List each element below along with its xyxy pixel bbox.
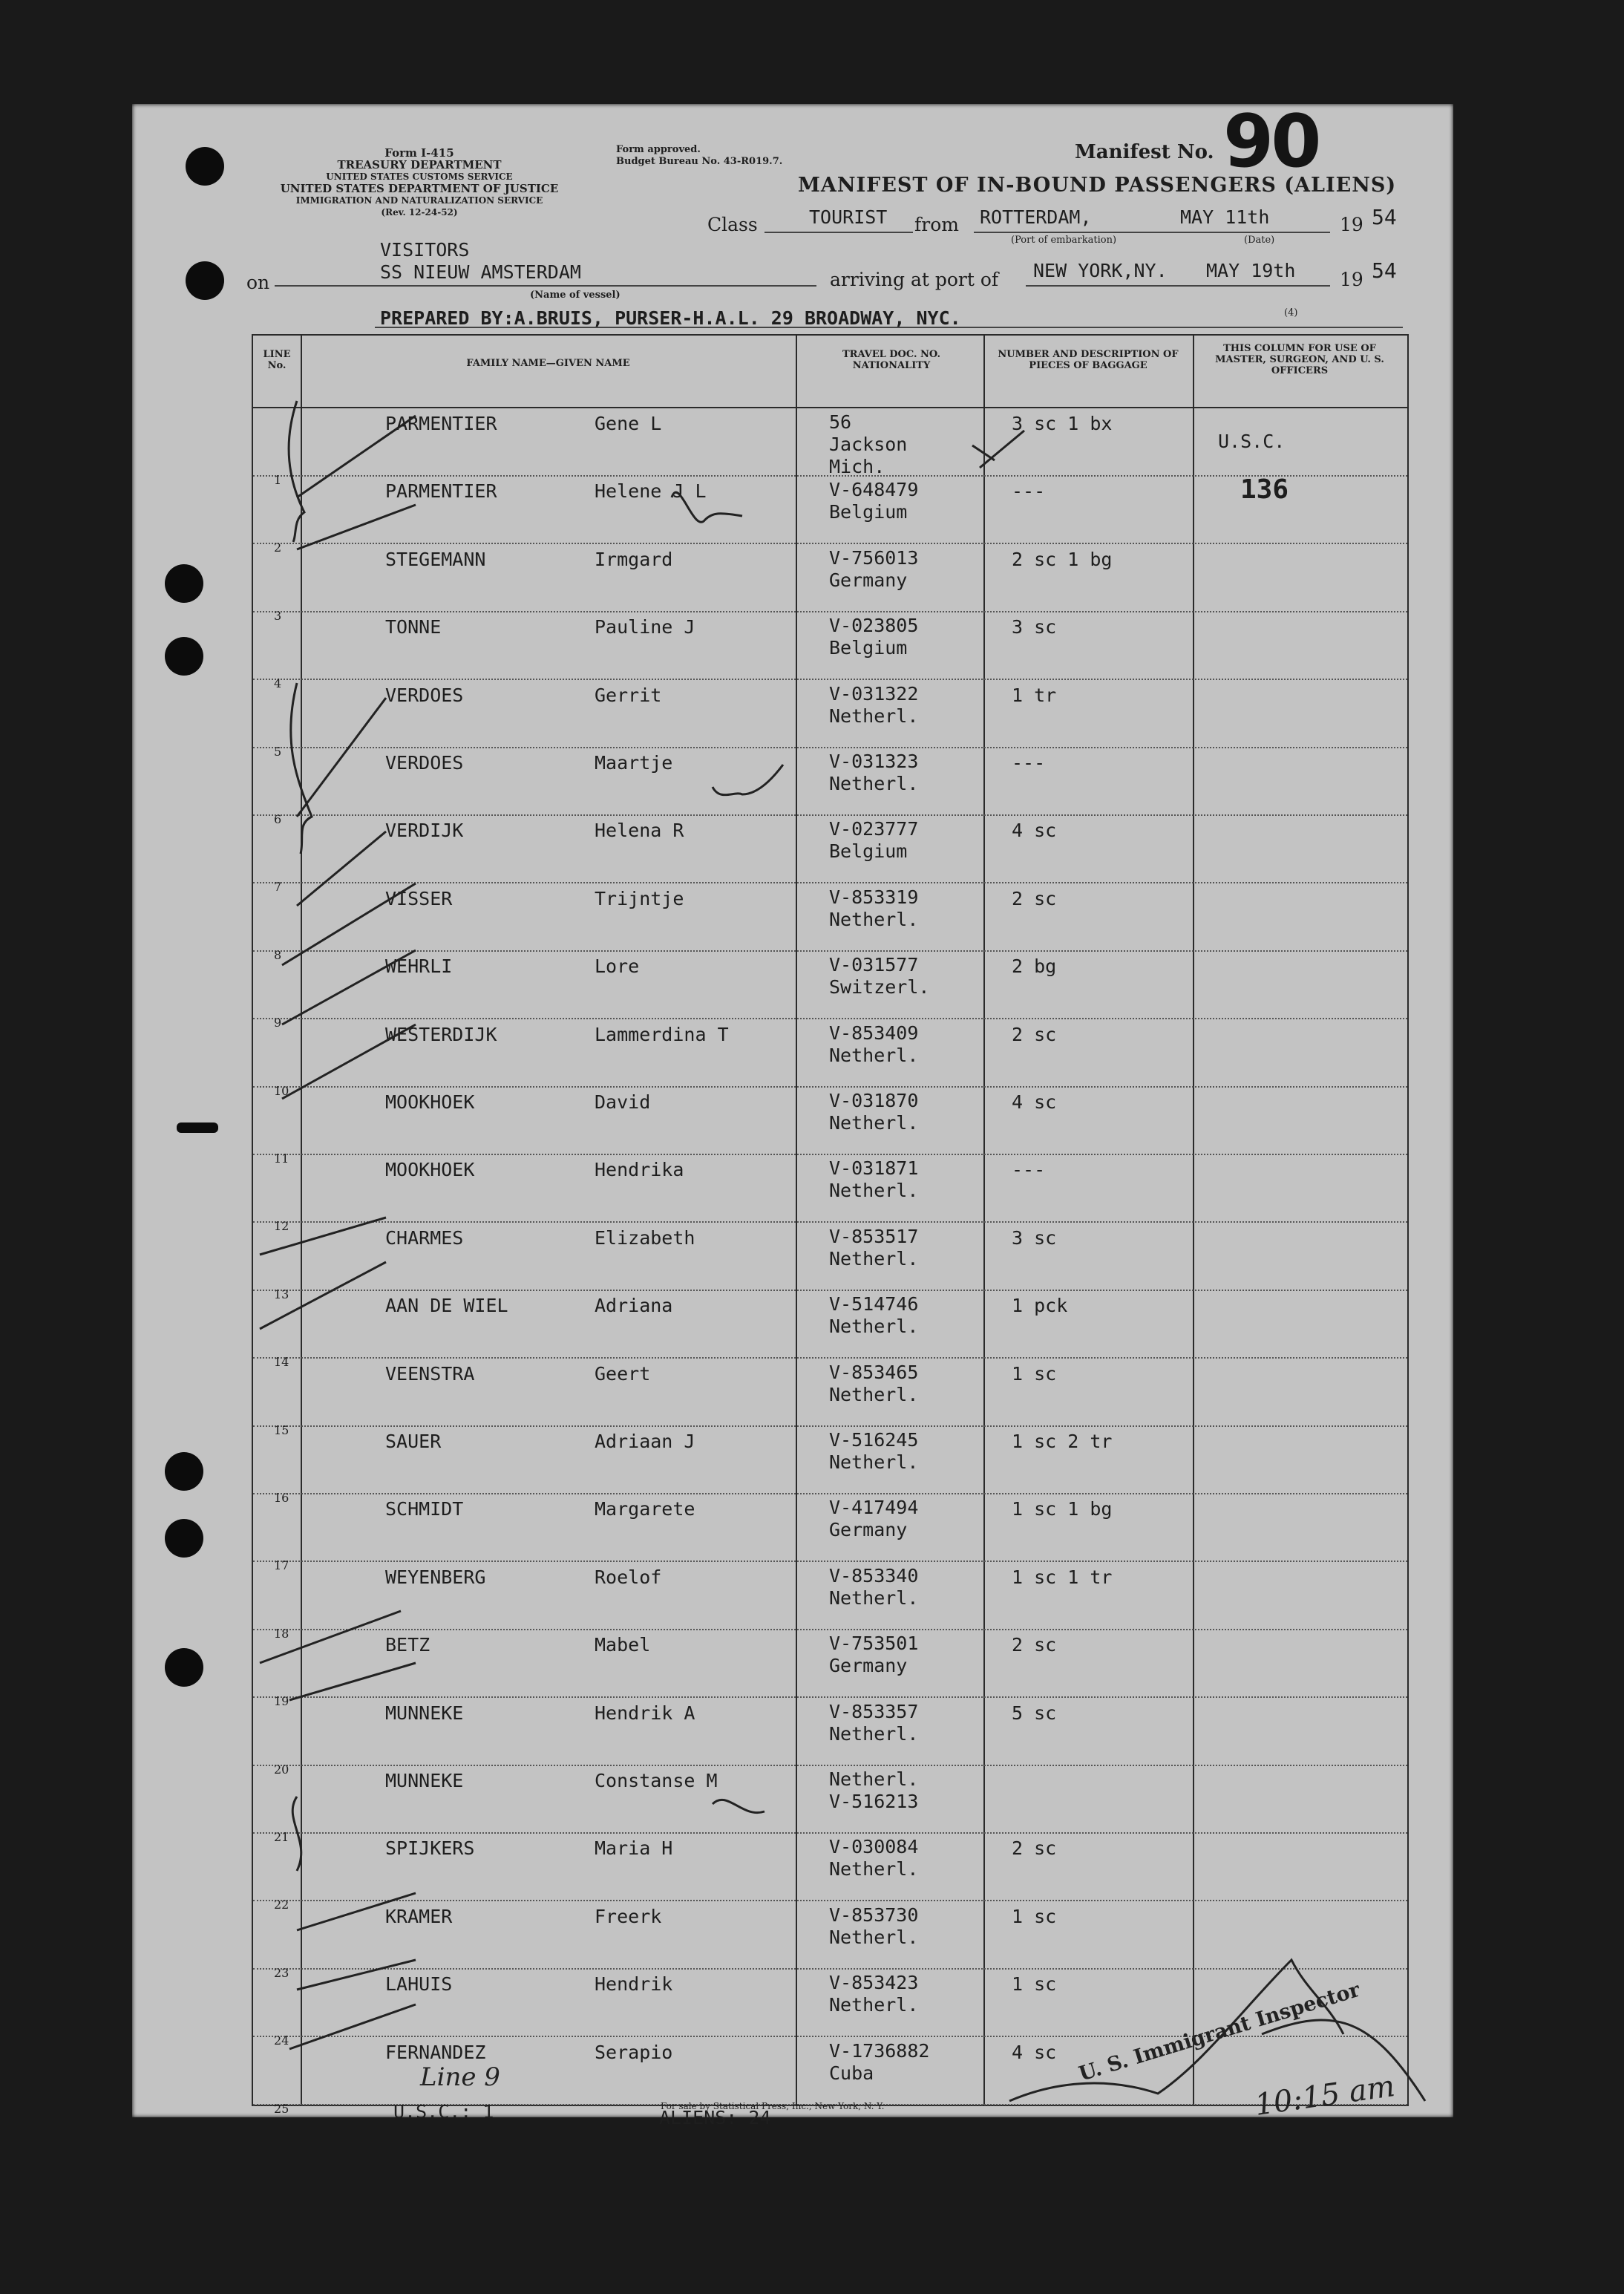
baggage: 5 sc (1012, 1702, 1057, 1724)
travel-doc-line: V-753501 (829, 1633, 919, 1655)
on-label: on (246, 272, 270, 293)
baggage: 4 sc (1012, 1091, 1057, 1113)
travel-doc-line: Germany (829, 1519, 908, 1541)
travel-doc-line: Netherl. (829, 908, 919, 930)
travel-doc-line: Belgium (829, 501, 908, 523)
line-number: 20 (274, 1762, 289, 1777)
header-line: LINE No. (263, 349, 291, 371)
given-name: Margarete (595, 1498, 695, 1520)
baggage: 1 sc 1 bg (1012, 1498, 1113, 1520)
budget-bureau: Budget Bureau No. 43-R019.7. (616, 156, 783, 167)
travel-doc-line: V-853340 (829, 1564, 919, 1586)
given-name: Irmgard (595, 548, 673, 570)
family-name: VEENSTRA (385, 1362, 475, 1385)
line-number: 13 (274, 1287, 289, 1301)
given-name: Adriana (595, 1295, 673, 1317)
justice-dept: UNITED STATES DEPARTMENT OF JUSTICE (280, 182, 559, 195)
baggage: --- (1012, 480, 1046, 503)
travel-doc-line: Netherl. (829, 1994, 919, 2016)
travel-doc-line: Netherl. (829, 1316, 919, 1338)
family-name: SCHMIDT (385, 1498, 464, 1520)
baggage: 2 sc (1012, 1837, 1057, 1860)
travel-doc-line: V-023805 (829, 615, 919, 637)
family-name: AAN DE WIEL (385, 1295, 508, 1317)
travel-doc-line: V-516245 (829, 1429, 919, 1451)
family-name: VERDOES (385, 752, 464, 774)
travel-doc-line: Jackson (829, 434, 908, 455)
travel-doc-line: Cuba (829, 2062, 874, 2084)
travel-doc-line: Germany (829, 1655, 908, 1677)
officer-note: 136 (1240, 474, 1289, 506)
aliens-count: ALIENS: 24 (659, 2107, 771, 2128)
from-port: ROTTERDAM, (980, 206, 1092, 228)
given-name: Hendrik A (595, 1702, 695, 1724)
travel-doc-line: V-853423 (829, 1972, 919, 1994)
travel-doc-line: V-030084 (829, 1836, 919, 1858)
given-name: Serapio (595, 2041, 673, 2063)
travel-doc-line: Netherl. (829, 1768, 919, 1790)
year-prefix-1: 19 (1340, 214, 1363, 235)
form-number: Form I-415 (384, 146, 454, 160)
travel-doc-line: Mich. (829, 456, 885, 477)
line-number: 12 (274, 1219, 289, 1234)
travel-doc-line: Netherl. (829, 1383, 919, 1405)
customs-service: UNITED STATES CUSTOMS SERVICE (326, 171, 513, 182)
header-officers: THIS COLUMN FOR USE OF MASTER, SURGEON, AND U. S. OFFICERS (1215, 343, 1384, 376)
line-number: 10 (274, 1083, 289, 1098)
family-name: VISSER (385, 887, 453, 909)
travel-doc-line: Netherl. (829, 1722, 919, 1745)
travel-doc-line: Netherl. (829, 1451, 919, 1473)
travel-doc-line: Netherl. (829, 1926, 919, 1948)
from-label: from (914, 214, 959, 235)
header-baggage: NUMBER AND DESCRIPTION OF PIECES OF BAGGAGE (998, 349, 1179, 371)
family-name: SPIJKERS (385, 1837, 475, 1860)
travel-doc-line: Belgium (829, 637, 908, 659)
manifest-title: MANIFEST OF IN-BOUND PASSENGERS (ALIENS) (798, 174, 1397, 197)
travel-doc-line: V-853319 (829, 886, 919, 908)
family-name: LAHUIS (385, 1973, 453, 1996)
family-name: STEGEMANN (385, 548, 486, 570)
manifest-label: Manifest No. (1075, 141, 1214, 163)
baggage: 3 sc (1012, 616, 1057, 638)
family-name: FERNANDEZ (385, 2041, 486, 2063)
printer-note: For sale by Statistical Press, Inc., New York, N. Y. (661, 2101, 885, 2111)
baggage: 2 sc 1 bg (1012, 548, 1113, 570)
travel-doc-line: V-031323 (829, 751, 919, 772)
travel-doc-line: V-023777 (829, 818, 919, 840)
family-name: VERDOES (385, 684, 464, 706)
given-name: Helena R (595, 820, 684, 842)
given-name: Maria H (595, 1837, 673, 1860)
travel-doc-line: V-648479 (829, 479, 919, 501)
arrival-port: NEW YORK,NY. (1033, 260, 1168, 281)
travel-doc-line: Switzerl. (829, 976, 930, 999)
family-name: VERDIJK (385, 820, 464, 842)
line-number: 16 (274, 1491, 289, 1505)
form-approved: Form approved. (616, 144, 701, 155)
given-name: Hendrika (595, 1159, 684, 1181)
baggage: --- (1012, 1159, 1046, 1181)
class-label: Class (707, 214, 758, 235)
header-name: FAMILY NAME—GIVEN NAME (466, 358, 630, 369)
family-name: PARMENTIER (385, 413, 497, 434)
officer-note: U.S.C. (1218, 431, 1286, 452)
baggage: 1 sc (1012, 1905, 1057, 1927)
given-name: Pauline J (595, 616, 695, 638)
baggage: 2 sc (1012, 1023, 1057, 1045)
embark-note: (Port of embarkation) (1011, 235, 1117, 246)
line-number: 23 (274, 1965, 289, 1980)
family-name: WEYENBERG (385, 1566, 486, 1588)
baggage: 2 sc (1012, 1634, 1057, 1656)
vessel-note: (Name of vessel) (530, 290, 621, 301)
travel-doc-line: V-853465 (829, 1361, 919, 1383)
family-name: PARMENTIER (385, 480, 497, 503)
travel-doc-line: Netherl. (829, 1044, 919, 1066)
travel-doc-line: Netherl. (829, 705, 919, 727)
baggage: 2 bg (1012, 955, 1057, 978)
travel-doc-line: V-853409 (829, 1022, 919, 1044)
travel-doc-line: V-417494 (829, 1497, 919, 1519)
family-name: MOOKHOEK (385, 1159, 475, 1181)
line-number: 22 (274, 1898, 289, 1912)
travel-doc-line: V-853730 (829, 1904, 919, 1926)
baggage: 1 pck (1012, 1295, 1068, 1317)
travel-doc-line: Netherl. (829, 1586, 919, 1609)
travel-doc-line: Netherl. (829, 1112, 919, 1134)
given-name: Gene L (595, 413, 662, 434)
usc-count: U.S.C.: 1 (393, 2101, 494, 2123)
line-number: 21 (274, 1830, 289, 1844)
line-number: 1 (274, 473, 282, 487)
prepared-by: PREPARED BY:A.BRUIS, PURSER-H.A.L. 29 BROADWAY, NYC. (380, 307, 961, 329)
line-number: 24 (274, 2033, 289, 2048)
travel-doc-line: V-516213 (829, 1791, 919, 1812)
line-number: 25 (274, 2101, 289, 2116)
baggage: 4 sc (1012, 820, 1057, 842)
family-name: SAUER (385, 1431, 442, 1452)
baggage: 1 sc (1012, 1973, 1057, 1996)
line-number: 2 (274, 540, 282, 555)
vessel-name: SS NIEUW AMSTERDAM (380, 261, 581, 283)
given-name: Helene J L (595, 480, 707, 503)
given-name: Freerk (595, 1905, 662, 1927)
travel-doc-line: 56 (829, 411, 852, 433)
given-name: David (595, 1091, 651, 1113)
travel-doc-line: V-031870 (829, 1090, 919, 1111)
travel-doc-line: V-853357 (829, 1700, 919, 1722)
line-number: 8 (274, 947, 282, 962)
line-number: 9 (274, 1016, 282, 1030)
travel-doc-line: Netherl. (829, 1858, 919, 1880)
year-1: 54 (1372, 205, 1397, 229)
travel-doc-line: Netherl. (829, 1247, 919, 1269)
year-2: 54 (1372, 258, 1397, 283)
travel-doc-line: Netherl. (829, 773, 919, 794)
family-name: TONNE (385, 616, 442, 638)
handwritten-line-note: Line 9 (420, 2062, 500, 2092)
visitors-label: VISITORS (380, 239, 470, 261)
family-name: MOOKHOEK (385, 1091, 475, 1113)
header-doc: TRAVEL DOC. NO. NATIONALITY (842, 349, 941, 371)
given-name: Adriaan J (595, 1431, 695, 1452)
line-number: 18 (274, 1626, 289, 1641)
family-name: CHARMES (385, 1226, 464, 1249)
family-name: MUNNEKE (385, 1770, 464, 1791)
family-name: WESTERDIJK (385, 1023, 497, 1045)
treasury-dept: TREASURY DEPARTMENT (337, 158, 502, 171)
line-number: 6 (274, 812, 282, 826)
handwritten-time: 10:15 am (1252, 2069, 1398, 2123)
arrival-date: MAY 19th (1206, 260, 1296, 281)
baggage: 1 sc 2 tr (1012, 1431, 1113, 1452)
family-name: WEHRLI (385, 955, 453, 978)
line-number: 3 (274, 608, 282, 623)
line-number: 15 (274, 1422, 289, 1437)
travel-doc-line: Belgium (829, 840, 908, 863)
given-name: Lore (595, 955, 640, 978)
travel-doc-line: V-853517 (829, 1225, 919, 1247)
manifest-number: 90 (1223, 99, 1319, 184)
travel-doc-line: V-514746 (829, 1293, 919, 1316)
arriving-label: arriving at port of (830, 269, 999, 290)
baggage: 4 sc (1012, 2041, 1057, 2063)
class-value: TOURIST (809, 206, 888, 228)
year-prefix-2: 19 (1340, 269, 1363, 290)
line-number: 4 (274, 676, 282, 691)
baggage: 1 sc 1 tr (1012, 1566, 1113, 1588)
baggage: 1 tr (1012, 684, 1057, 706)
travel-doc-line: V-031322 (829, 682, 919, 705)
travel-doc-line: V-031871 (829, 1157, 919, 1180)
baggage: 3 sc (1012, 1226, 1057, 1249)
family-name: KRAMER (385, 1905, 453, 1927)
travel-doc-line: V-031577 (829, 954, 919, 976)
ins-service: IMMIGRATION AND NATURALIZATION SERVICE (295, 195, 543, 206)
line-number: 19 (274, 1694, 289, 1709)
note-4: (4) (1284, 307, 1298, 318)
revision: (Rev. 12-24-52) (381, 207, 458, 218)
given-name: Roelof (595, 1566, 662, 1588)
line-number: 5 (274, 744, 282, 759)
line-number: 7 (274, 880, 282, 895)
baggage: 3 sc 1 bx (1012, 413, 1113, 434)
given-name: Mabel (595, 1634, 651, 1656)
baggage: --- (1012, 752, 1046, 774)
given-name: Trijntje (595, 887, 684, 909)
given-name: Hendrik (595, 1973, 673, 1996)
inspector-stamp: U. S. Immigrant Inspector (1076, 1978, 1363, 2086)
family-name: BETZ (385, 1634, 430, 1656)
from-date: MAY 11th (1180, 206, 1270, 228)
line-number: 14 (274, 1355, 289, 1370)
date-note: (Date) (1244, 235, 1275, 246)
line-number: 17 (274, 1558, 289, 1573)
travel-doc-line: V-756013 (829, 546, 919, 569)
given-name: Elizabeth (595, 1226, 695, 1249)
given-name: Maartje (595, 752, 673, 774)
baggage: 2 sc (1012, 887, 1057, 909)
travel-doc-line: V-1736882 (829, 2039, 930, 2062)
family-name: MUNNEKE (385, 1702, 464, 1724)
baggage: 1 sc (1012, 1362, 1057, 1385)
travel-doc-line: Netherl. (829, 1180, 919, 1202)
given-name: Lammerdina T (595, 1023, 729, 1045)
given-name: Constanse M (595, 1770, 718, 1791)
travel-doc-line: Germany (829, 569, 908, 591)
given-name: Gerrit (595, 684, 662, 706)
line-number: 11 (274, 1151, 289, 1166)
given-name: Geert (595, 1362, 651, 1385)
